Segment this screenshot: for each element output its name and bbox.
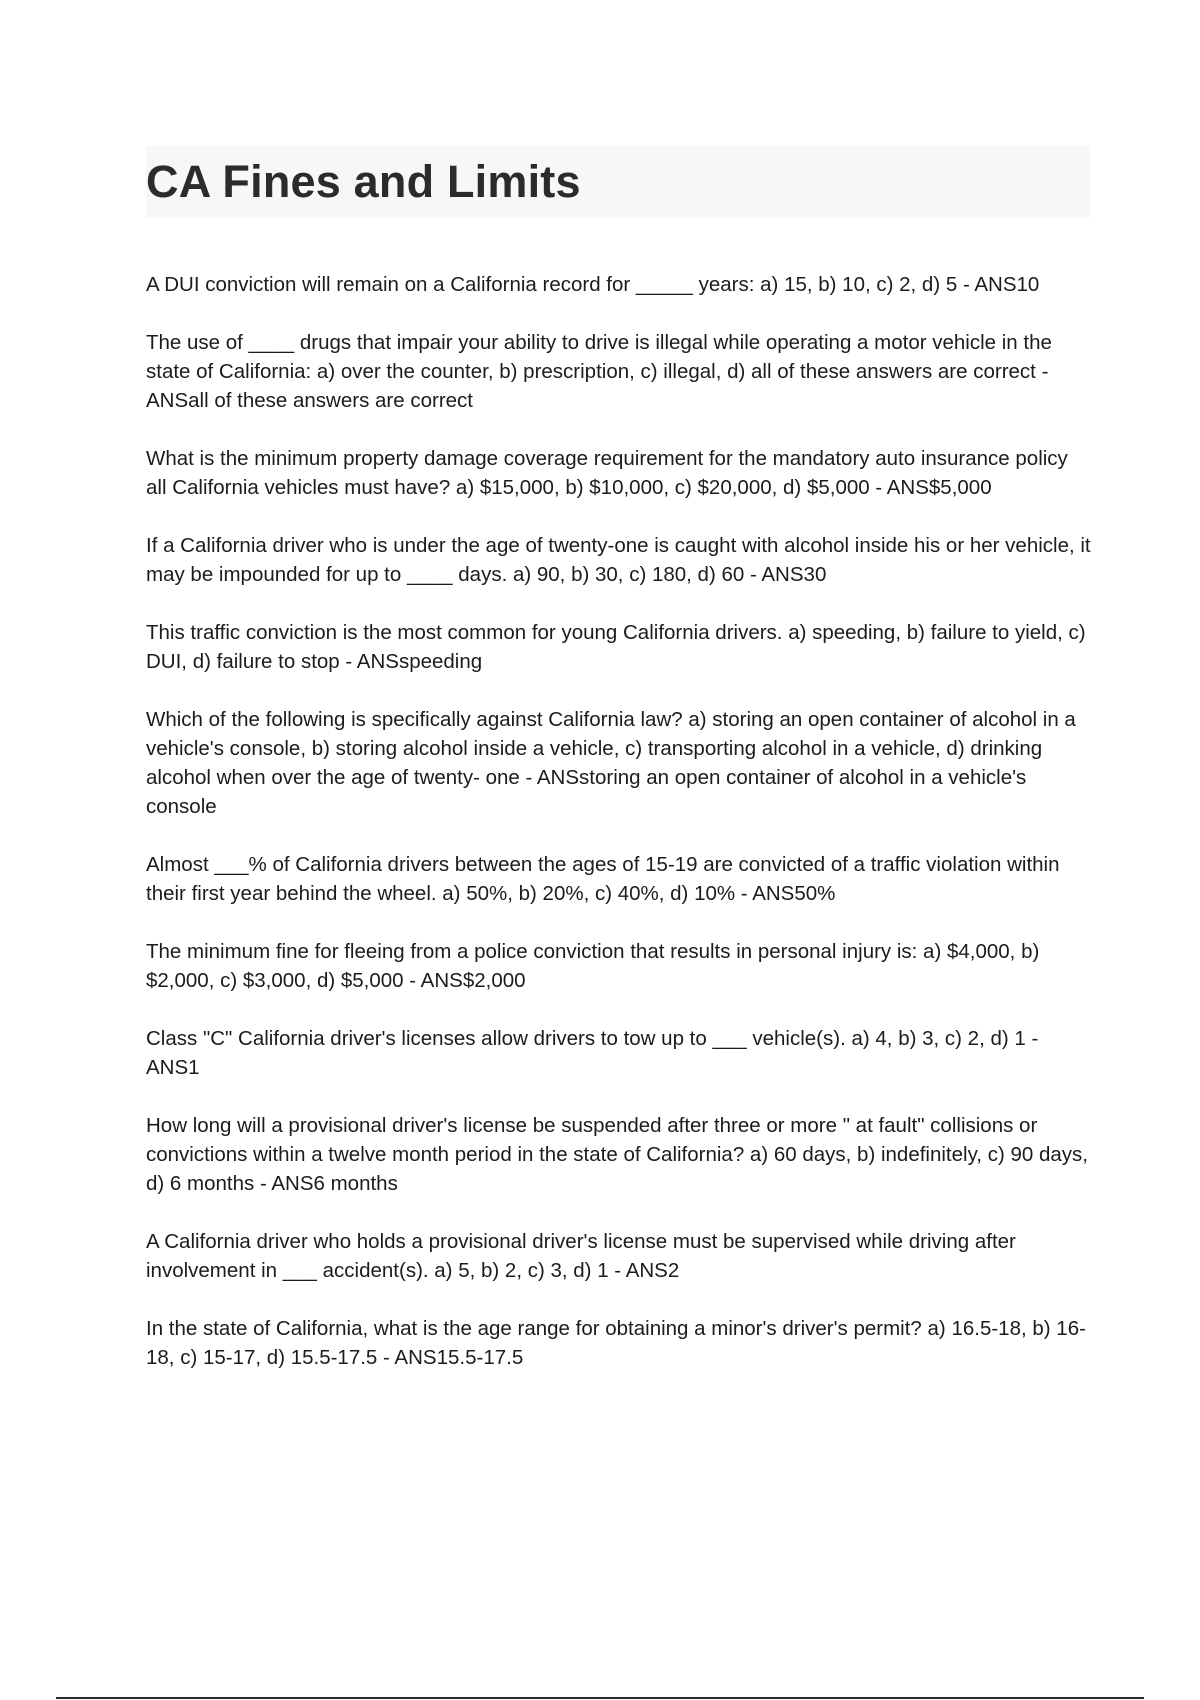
answer-prefix: - ANS [403, 969, 463, 992]
qa-list [146, 270, 1092, 1401]
qa-question: Class "C" California driver's licenses allow drivers to tow up to ___ vehicle(s). a) 4, b) 3, c) 2, d) 1 [146, 1027, 1026, 1050]
footer-rule [56, 1697, 1144, 1699]
qa-item [146, 618, 1092, 676]
qa-answer: storing an open container of alcohol in a vehicle's console [146, 766, 1027, 818]
qa-answer: all of these answers are correct [188, 389, 474, 412]
qa-answer: 2 [667, 1259, 680, 1282]
qa-question: A DUI conviction will remain on a California record for _____ years: a) 15, b) 10, c) 2, d) 5 [146, 273, 958, 296]
answer-prefix: - ANS [957, 273, 1017, 296]
qa-answer: 15.5-17.5 [436, 1346, 524, 1369]
qa-question: The use of ____ drugs that impair your ability to drive is illegal while operating a motor vehicle in the state of California: a) over the counter, b) prescription, c) illegal, d) all of these answers are correct [146, 331, 1052, 383]
qa-item [146, 270, 1092, 299]
qa-question: Which of the following is specifically against California law? a) storing an open container of alcohol in a vehicle's console, b) storing alcohol inside a vehicle, c) transporting alcohol in a vehicle, d) drinking alcohol when over the age of twenty- one [146, 708, 1076, 789]
answer-prefix: - ANS [339, 650, 399, 673]
qa-answer: 6 months [313, 1172, 398, 1195]
qa-question: How long will a provisional driver's license be suspended after three or more " at fault" collisions or convictions within a twelve month period in the state of California? a) 60 days, b) indefinitely, c) 90 days, d) 6 months [146, 1114, 1088, 1195]
qa-question: If a California driver who is under the age of twenty-one is caught with alcohol inside his or her vehicle, it may be impounded for up to ____ days. a) 90, b) 30, c) 180, d) 60 [146, 534, 1091, 586]
title-band [146, 146, 1090, 218]
qa-item [146, 705, 1092, 821]
qa-item [146, 1227, 1092, 1285]
answer-prefix: - ANS [254, 1172, 314, 1195]
qa-answer: 30 [803, 563, 827, 586]
page-title: CA Fines and Limits [146, 156, 581, 207]
qa-question: Almost ___% of California drivers between the ages of 15-19 are convicted of a traffic violation within their first year behind the wheel. a) 50%, b) 20%, c) 40%, d) 10% [146, 853, 1060, 905]
answer-prefix: - ANS [744, 563, 804, 586]
qa-item [146, 1024, 1092, 1082]
qa-answer: 1 [188, 1056, 200, 1079]
qa-question: The minimum fine for fleeing from a police conviction that results in personal injury is: a) $4,000, b) $2,000, c) $3,000, d) $5,000 [146, 940, 1040, 992]
answer-prefix: - ANS [608, 1259, 668, 1282]
qa-item [146, 531, 1092, 589]
answer-prefix: - ANS [735, 882, 795, 905]
qa-question: In the state of California, what is the age range for obtaining a minor's driver's permit? a) 16.5-18, b) 16-18, c) 15-17, d) 15.5-17.5 [146, 1317, 1086, 1369]
answer-prefix: - ANS [519, 766, 580, 789]
qa-item [146, 937, 1092, 995]
qa-answer: 10 [1016, 273, 1040, 296]
qa-answer: $5,000 [928, 476, 992, 499]
qa-question: A California driver who holds a provisional driver's license must be supervised while driving after involvement in ___ accident(s). a) 5, b) 2, c) 3, d) 1 [146, 1230, 1016, 1282]
qa-item [146, 1314, 1092, 1372]
qa-answer: $2,000 [462, 969, 526, 992]
qa-item [146, 444, 1092, 502]
qa-answer: speeding [398, 650, 483, 673]
answer-prefix: - ANS [146, 1027, 1039, 1079]
answer-prefix: - ANS [146, 360, 1049, 412]
answer-prefix: - ANS [869, 476, 929, 499]
qa-answer: 50% [794, 882, 836, 905]
qa-item [146, 850, 1092, 908]
qa-item [146, 1111, 1092, 1198]
qa-question: This traffic conviction is the most common for young California drivers. a) speeding, b) failure to yield, c) DUI, d) failure to stop [146, 621, 1086, 673]
qa-question: What is the minimum property damage coverage requirement for the mandatory auto insurance policy all California vehicles must have? a) $15,000, b) $10,000, c) $20,000, d) $5,000 [146, 447, 1068, 499]
answer-prefix: - ANS [377, 1346, 437, 1369]
qa-item [146, 328, 1092, 415]
